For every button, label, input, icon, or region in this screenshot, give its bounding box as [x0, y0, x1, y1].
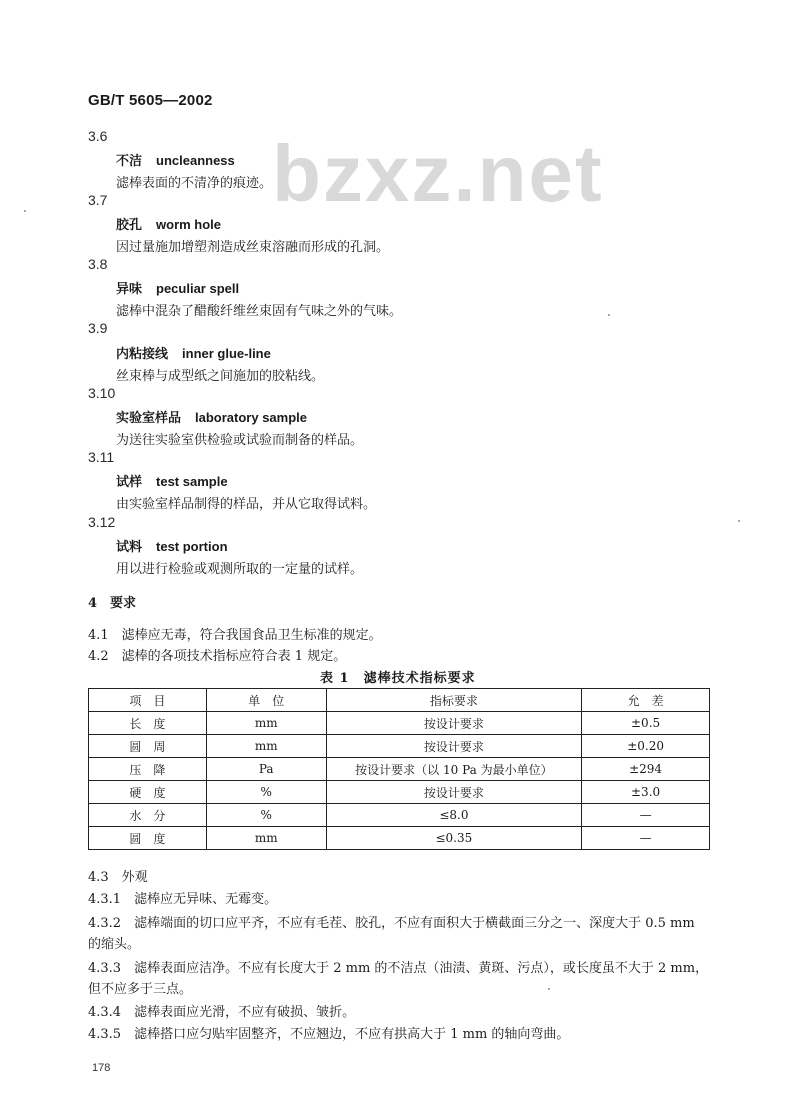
term-en: uncleanness — [156, 153, 235, 168]
clause-4-3-2: 4.3.2 滤棒端面的切口应平齐，不应有毛茬、胶孔，不应有面积大于横截面三分之一、深度大于 0.5 mm — [88, 916, 695, 931]
term-zh: 实验室样品 — [116, 411, 182, 426]
term-title — [116, 407, 307, 426]
term-definition: 滤棒中混杂了醋酸纤维丝束固有气味之外的气味。 — [116, 304, 403, 319]
term-number: 3.11 — [88, 449, 115, 465]
table-header-row — [89, 689, 710, 712]
table-cell: 长 度 — [89, 712, 207, 735]
term-title — [116, 150, 235, 169]
term-title — [116, 343, 271, 362]
term-title — [116, 536, 228, 555]
watermark: bzxz.net — [272, 129, 604, 218]
table-cell: 压 降 — [89, 758, 207, 781]
term-zh: 内粘接线 — [116, 347, 169, 362]
table-header-cell: 指标要求 — [326, 689, 582, 712]
term-zh: 试样 — [116, 475, 143, 490]
table-cell: ≤8.0 — [326, 804, 582, 827]
table-row — [89, 781, 710, 804]
table-cell: 圆 度 — [89, 827, 207, 850]
term-zh: 试料 — [116, 540, 143, 555]
table-cell: 圆 周 — [89, 735, 207, 758]
table-cell: 水 分 — [89, 804, 207, 827]
table-row — [89, 804, 710, 827]
table-cell: % — [206, 804, 326, 827]
table-cell: ±3.0 — [582, 781, 710, 804]
table-row — [89, 758, 710, 781]
clause-4-3-1: 4.3.1 滤棒应无异味、无霉变。 — [88, 892, 278, 907]
table-cell: ±294 — [582, 758, 710, 781]
table-cell: 硬 度 — [89, 781, 207, 804]
table-cell: mm — [206, 735, 326, 758]
clause-4-3-4: 4.3.4 滤棒表面应光滑，不应有破损、皱折。 — [88, 1005, 356, 1020]
table-cell: — — [582, 804, 710, 827]
table-row — [89, 712, 710, 735]
table-row — [89, 827, 710, 850]
clause-4-3-3: 4.3.3 滤棒表面应洁净。不应有长度大于 2 mm 的不洁点（油渍、黄斑、污点），或长度虽不大于 2 mm， — [88, 961, 709, 976]
table-row — [89, 735, 710, 758]
table-header-cell: 单 位 — [206, 689, 326, 712]
table-cell: — — [582, 827, 710, 850]
term-definition: 为送往实验室供检验或试验而制备的样品。 — [116, 433, 364, 448]
section-heading: 4 要求 — [88, 596, 137, 611]
scan-speck — [548, 988, 550, 990]
section-4-3-heading: 4.3 外观 — [88, 870, 148, 885]
term-definition: 用以进行检验或观测所取的一定量的试样。 — [116, 562, 364, 577]
term-en: test sample — [156, 474, 228, 489]
table-cell: 按设计要求 — [326, 781, 582, 804]
term-definition: 由实验室样品制得的样品，并从它取得试料。 — [116, 497, 377, 512]
clause-4-3-5: 4.3.5 滤棒搭口应匀贴牢固整齐，不应翘边，不应有拱高大于 1 mm 的轴向弯曲。 — [88, 1027, 570, 1042]
clause-4-1: 4.1 滤棒应无毒，符合我国食品卫生标准的规定。 — [88, 628, 382, 643]
term-definition: 丝束棒与成型纸之间施加的胶粘线。 — [116, 369, 325, 384]
standard-code-header: GB/T 5605—2002 — [88, 92, 213, 109]
term-title — [116, 278, 239, 297]
clause-4-2: 4.2 滤棒的各项技术指标应符合表 1 规定。 — [88, 649, 347, 664]
table-cell: 按设计要求（以 10 Pa 为最小单位） — [326, 758, 582, 781]
clause-4-3-3-cont: 但不应多于三点。 — [88, 982, 193, 997]
term-number: 3.6 — [88, 128, 108, 144]
term-number: 3.9 — [88, 320, 108, 336]
scan-speck — [608, 314, 610, 316]
term-en: peculiar spell — [156, 281, 240, 296]
table-cell: ±0.5 — [582, 712, 710, 735]
term-definition: 因过量施加增塑剂造成丝束溶融而形成的孔洞。 — [116, 240, 390, 255]
term-title — [116, 471, 228, 490]
page-number: 178 — [92, 1062, 111, 1074]
table-caption: 表 1 滤棒技术指标要求 — [320, 671, 476, 686]
term-definition: 滤棒表面的不清净的痕迹。 — [116, 176, 273, 191]
table-cell: mm — [206, 712, 326, 735]
table-cell: ±0.20 — [582, 735, 710, 758]
term-zh: 异味 — [116, 282, 143, 297]
table-cell: mm — [206, 827, 326, 850]
table-header-cell: 项 目 — [89, 689, 207, 712]
term-number: 3.7 — [88, 192, 108, 208]
term-title — [116, 214, 221, 233]
term-en: worm hole — [156, 217, 222, 232]
term-number: 3.10 — [88, 385, 116, 401]
term-en: laboratory sample — [195, 410, 308, 425]
scan-speck — [24, 210, 26, 212]
term-zh: 不洁 — [116, 154, 143, 169]
term-en: test portion — [156, 539, 228, 554]
scan-speck — [738, 520, 740, 522]
term-zh: 胶孔 — [116, 218, 143, 233]
table-cell: Pa — [206, 758, 326, 781]
table-header-cell: 允 差 — [582, 689, 710, 712]
table-cell: ≤0.35 — [326, 827, 582, 850]
table-cell: % — [206, 781, 326, 804]
table-cell: 按设计要求 — [326, 712, 582, 735]
term-number: 3.8 — [88, 256, 108, 272]
table-cell: 按设计要求 — [326, 735, 582, 758]
spec-table — [88, 688, 710, 850]
clause-4-3-2-cont: 的缩头。 — [88, 937, 141, 952]
term-number: 3.12 — [88, 514, 116, 530]
term-en: inner glue-line — [182, 346, 271, 361]
